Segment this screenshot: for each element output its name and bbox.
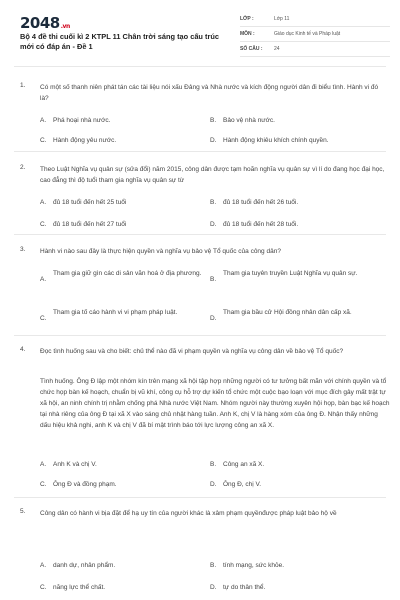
- option-letter: C.: [40, 584, 47, 591]
- divider: [14, 234, 386, 235]
- option-letter: B.: [210, 562, 217, 569]
- meta-value: Lớp 11: [274, 16, 290, 22]
- option-text: đủ 18 tuổi đến hết 27 tuổi: [53, 221, 127, 228]
- divider: [14, 151, 386, 152]
- question-text: Có một số thanh niên phát tán các tài liệu nói xấu Đảng và Nhà nước và kích động người dân đi biểu tình. Hành vi đó là?: [40, 84, 379, 102]
- divider: [14, 497, 386, 498]
- option-text: Công an xã X.: [223, 461, 265, 468]
- logo-suffix: .vn: [60, 23, 70, 30]
- option-letter: A.: [40, 562, 47, 569]
- page-title: Bộ 4 đề thi cuối kì 2 KTPL 11 Chân trời sáng tạo cấu trúc mới có đáp án - Đề 1: [20, 32, 219, 51]
- logo-text: 2048: [20, 14, 60, 32]
- option-text: Tham gia tố cáo hành vi vi phạm pháp luật.: [53, 309, 178, 316]
- option-letter: A.: [40, 461, 47, 468]
- question-4: [20, 346, 390, 496]
- question-3: [20, 246, 390, 346]
- option-letter: C.: [40, 481, 47, 488]
- option-text: Bảo vệ nhà nước.: [223, 117, 275, 124]
- exam-meta: [240, 12, 390, 57]
- meta-subject: [240, 27, 390, 42]
- option-text: đủ 18 tuổi đến hết 26 tuổi.: [223, 199, 299, 206]
- question-text: Hành vi nào sau đây là thực hiện quyền và nghĩa vụ bảo vệ Tổ quốc của công dân?: [40, 248, 281, 255]
- option-letter: D.: [210, 584, 217, 591]
- question-number: 1.: [20, 82, 26, 89]
- option-letter: C.: [40, 315, 47, 322]
- question-number: 4.: [20, 346, 26, 353]
- option-letter: B.: [210, 461, 217, 468]
- option-text: Ông Đ, chị V.: [223, 481, 262, 488]
- meta-value: Giáo dục Kinh tế và Pháp luật: [274, 31, 341, 37]
- divider: [14, 66, 386, 67]
- option-text: năng lực thể chất.: [53, 584, 106, 591]
- option-letter: A.: [40, 199, 47, 206]
- question-2: [20, 164, 390, 244]
- site-logo[interactable]: [20, 14, 70, 32]
- option-letter: D.: [210, 481, 217, 488]
- question-number: 5.: [20, 508, 26, 515]
- option-letter: A.: [40, 117, 47, 124]
- option-text: Tham gia tuyên truyền Luật Nghĩa vụ quân sự.: [223, 270, 358, 277]
- meta-label: LỚP :: [240, 16, 254, 22]
- meta-value: 24: [274, 46, 280, 52]
- option-text: tự do thân thể.: [223, 584, 266, 591]
- option-text: Hành động yêu nước.: [53, 137, 117, 144]
- option-text: đủ 18 tuổi đến hết 28 tuổi.: [223, 221, 299, 228]
- option-letter: C.: [40, 137, 47, 144]
- header: [14, 12, 386, 60]
- option-text: Tham gia giữ gìn các di sản văn hoá ở địa phương.: [53, 270, 202, 277]
- option-letter: D.: [210, 315, 217, 322]
- meta-label: MÔN :: [240, 31, 255, 37]
- question-1: [20, 82, 390, 162]
- option-letter: B.: [210, 199, 217, 206]
- question-number: 2.: [20, 164, 26, 171]
- situation-text: Tình huống. Ông Đ lập một nhóm kín trên mạng xã hội tập hợp những người có tư tưởng bất mãn với chính quyền và tổ chức họp bàn kế hoạch, chuẩn bị vũ khí, công cụ hỗ trợ dự kiến tổ chức một cuộc bạo loạn với mục đích gây mất trật tự xã hội, an ninh chính trị nhằm chống phá Nhà nước Việt Nam. Nhóm người này thường xuyên hội họp, bàn bạc kế hoạch tại nhà riêng của ông Đ tại xã X vào sáng chủ nhật hàng tuần. Anh K, chị V là hàng xóm của ông Đ. Nhận thấy những dấu hiệu khả nghi, anh K và chị V đã bí mật trình báo tới lực lượng công an xã X.: [40, 378, 390, 429]
- option-text: đủ 18 tuổi đến hết 25 tuổi: [53, 199, 127, 206]
- option-letter: A.: [40, 276, 47, 283]
- question-number: 3.: [20, 246, 26, 253]
- option-letter: C.: [40, 221, 47, 228]
- option-text: danh dự, nhân phẩm.: [53, 562, 116, 569]
- question-text: Theo Luật Nghĩa vụ quân sự (sửa đổi) năm 2015, công dân được tạm hoãn nghĩa vụ quân sự vì lí do đang học đại học, cao đẳng thì độ tuổi tham gia nghĩa vụ quân sự từ: [40, 166, 385, 184]
- question-text: Đọc tình huống sau và cho biết: chủ thể nào đã vi phạm quyền và nghĩa vụ công dân về bảo vệ Tổ quốc?: [40, 348, 344, 355]
- option-letter: D.: [210, 221, 217, 228]
- option-text: Phá hoại nhà nước.: [53, 117, 111, 124]
- meta-count: [240, 42, 390, 57]
- meta-label: SỐ CÂU :: [240, 46, 263, 52]
- option-text: Hành động khiêu khích chính quyền.: [223, 137, 329, 144]
- question-5: [20, 508, 390, 600]
- option-letter: B.: [210, 276, 217, 283]
- meta-class: [240, 12, 390, 27]
- option-text: Tham gia bầu cử Hội đồng nhân dân cấp xã.: [223, 309, 352, 316]
- option-text: Ông Đ và đồng phạm.: [53, 481, 117, 488]
- divider: [14, 335, 386, 336]
- option-text: tính mạng, sức khỏe.: [223, 562, 285, 569]
- option-letter: D.: [210, 137, 217, 144]
- option-letter: B.: [210, 117, 217, 124]
- option-text: Anh K và chị V.: [53, 461, 97, 468]
- question-text: Công dân có hành vi bịa đặt để hạ uy tín của người khác là xâm phạm quyềnđược pháp luật bảo hộ về: [40, 510, 337, 517]
